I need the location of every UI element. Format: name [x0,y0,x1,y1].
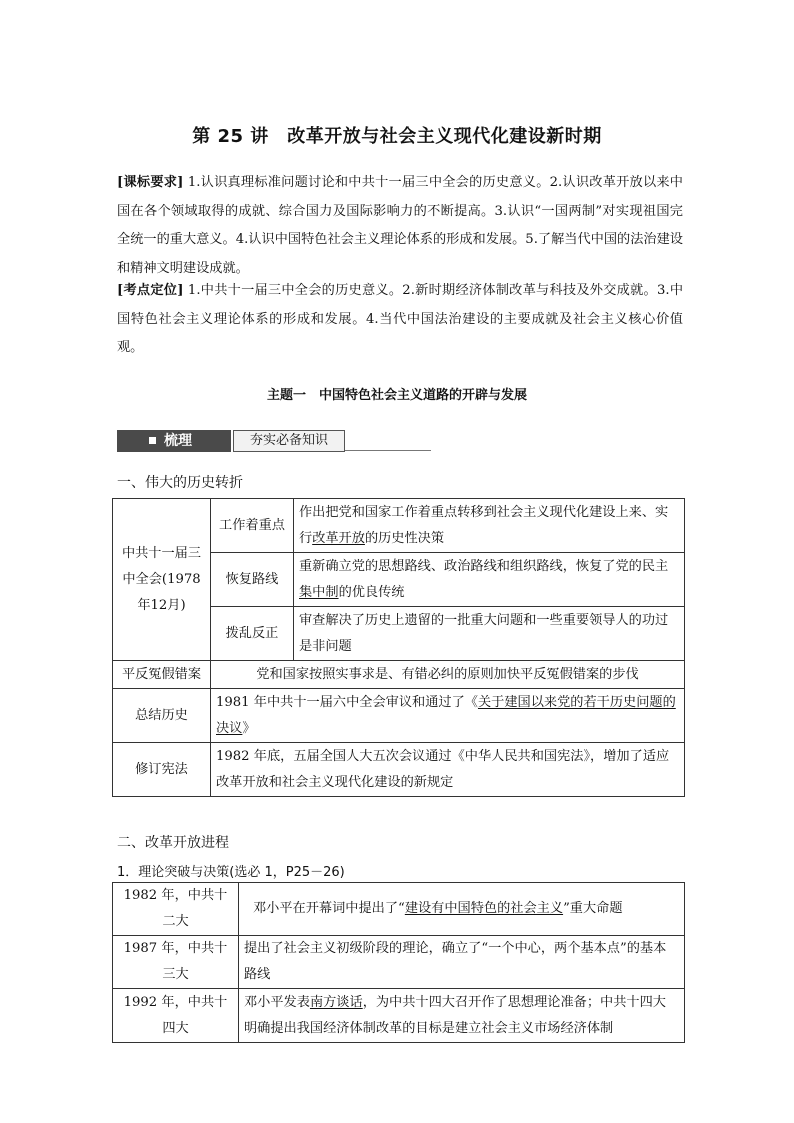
banner-dark-label [117,430,231,452]
table-row [113,883,685,936]
section-banner [117,430,431,452]
row-content-cell [239,883,685,936]
section2-heading: 二、改革开放进程 [117,835,229,851]
table-row [113,661,685,689]
section1.plenum_rows.1-text: 重新确立党的思想路线、政治路线和组织路线，恢复了党的民主 [299,558,669,574]
section1-heading: 一、伟大的历史转折 [117,475,243,491]
banner-light-label: 夯实必备知识 [233,430,345,452]
plenum-label-cell: 中共十一届三中全会(1978年12月) [113,499,211,661]
row-content-cell [211,661,685,689]
topic-title: 主题一 中国特色社会主义道路的开辟与发展 [266,388,527,403]
reform-process-table [112,882,685,1043]
row-label-cell: 工作着重点 [211,499,294,553]
row-content-cell [239,936,685,989]
row-label-cell: 1987 年，中共十三大 [113,936,239,989]
table-row [113,743,685,797]
row-label-cell: 1992 年，中共十四大 [113,989,239,1043]
row-label-cell: 1982 年，中共十二大 [113,883,239,936]
row-content-cell [211,743,685,797]
section1.plenum_rows.0-text: 作出把党和国家工作着重点转移到社会主义现代化建设上来、实行 [299,504,669,546]
table-row [113,936,685,989]
exam-positioning [117,277,683,363]
section2.rows.2-underlined: 南方谈话 [309,994,363,1010]
row-content-cell [294,553,685,607]
section1.plenum_rows.1-underlined: 集中制 [299,584,339,600]
history-turning-table [112,498,685,797]
section2.rows.2-text-end: ，为中共十四大召开作了思想理论准备；中共十四大明确提出我国经济体制改革的目标是建立社会主义市场经济体制 [244,994,666,1036]
section2.rows.0-text: 邓小平在开幕词中提出了“ [253,901,405,916]
row-content-cell [211,689,685,743]
section1.other_rows.1-text: 1981 年中共十一届六中全会审议和通过了《 [216,694,478,710]
curriculum-requirements [117,169,683,283]
row-label-cell: 修订宪法 [113,743,211,797]
row-label-cell: 平反冤假错案 [113,661,211,689]
section1.plenum_rows.1-text-end: 的优良传统 [338,584,405,600]
section1.other_rows.1-text-end: 》 [242,720,256,736]
lesson-title: 第 25 讲 改革开放与社会主义现代化建设新时期 [192,126,602,147]
section1.plenum_rows.0-text-end: 的历史性决策 [364,530,445,546]
row-content-cell [294,499,685,553]
section2.rows.0-underlined: 建设有中国特色的社会主义 [404,901,564,916]
table-row [113,499,685,553]
table-row [113,689,685,743]
row-label-cell: 拨乱反正 [211,607,294,661]
section1.other_rows.0-text: 党和国家按照实事求是、有错必纠的原则加快平反冤假错案的步伐 [256,666,639,682]
square-bullet-icon [149,437,156,444]
section2.rows.2-text: 邓小平发表 [244,994,310,1010]
row-label-cell: 总结历史 [113,689,211,743]
section1.other_rows.1-underlined: 关于建国以来党的若干历史问题的决议 [216,694,676,736]
positioning-tag: [考点定位] [117,283,184,298]
section1.plenum_rows.0-underlined: 改革开放 [312,530,365,546]
banner-dark-text: 梳理 [164,433,192,449]
section2.rows.0-text-end: ”重大命题 [563,901,623,916]
banner-divider [345,450,431,451]
requirements-tag: [课标要求] [117,175,184,190]
section1.other_rows.2-text: 1982 年底，五届全国人大五次会议通过《中华人民共和国宪法》，增加了适应改革开放和社会主义现代化建设的新规定 [216,748,670,790]
requirements-text: 1.认识真理标准问题讨论和中共十一届三中全会的历史意义。2.认识改革开放以来中国在各个领域取得的成就、综合国力及国际影响力的不断提高。3.认识“一国两制”对实现祖国完全统一的重大意义。4.认识中国特色社会主义理论体系的形成和发展。5.了解当代中国的法治建设和精神文明建设成就。 [117,175,683,276]
row-label-cell: 恢复路线 [211,553,294,607]
positioning-text: 1.中共十一届三中全会的历史意义。2.新时期经济体制改革与科技及外交成就。3.中国特色社会主义理论体系的形成和发展。4.当代中国法治建设的主要成就及社会主义核心价值观。 [117,283,684,355]
row-content-cell [294,607,685,661]
section2-subheading: 1．理论突破与决策(选必 1，P25－26) [117,865,345,880]
table-row [113,989,685,1043]
section1.plenum_rows.2-text: 审查解决了历史上遗留的一批重大问题和一些重要领导人的功过是非问题 [299,612,669,654]
row-content-cell [239,989,685,1043]
section2.rows.1-text: 提出了社会主义初级阶段的理论，确立了“一个中心，两个基本点”的基本路线 [244,941,667,982]
